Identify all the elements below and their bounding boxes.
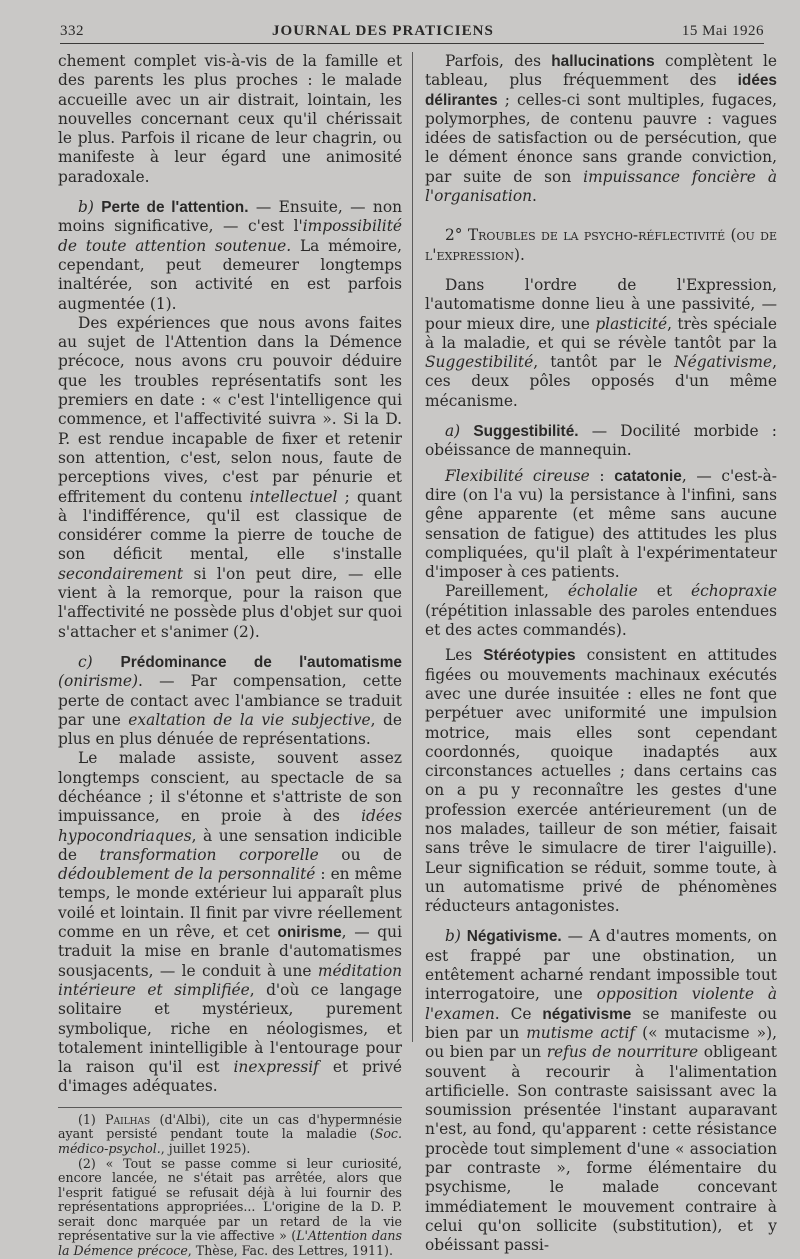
right-column (425, 52, 777, 1256)
paragraph-flexibilite: Flexibilité cireuse : catatonie, — c'est-à-dire (on l'a vu) la persistance à l'infini, sans gêne apparente (et même sans aucune sensation de fatigue) des attitudes les plus compliquées, qu'il plaît à l'expérimentateur d'imposer à ces patients. (425, 466, 777, 582)
footnote-1: (1) Pailhas (d'Albi), cite un cas d'hypermnésie ayant persisté pendant toute la maladie (Soc. médico-psychol., juillet 1925). (58, 1111, 402, 1156)
section-b-negativisme: b) Négativisme. — A d'autres moments, on est frappé par une obstination, un entêtement acharné rendant impossible tout interrogatoire, une opposition violente à l'examen. Ce négativisme se manifeste ou bien par un mutisme actif (« mutacisme »), ou bien par un refus de nourriture obligeant souvent à recourir à l'alimentation artificielle. Son contraste saisissant avec la soumission présentée l'instant auparavant n'est, au fond, qu'apparent : cette résistance procède tout simplement d'une « association par contraste », forme élémentaire du psychisme, le malade concevant immédiatement le mouvement contraire à celui qu'on sollicite (substitution), et y obéissant passi- (425, 927, 777, 1255)
journal-title: JOURNAL DES PRATICIENS (272, 23, 494, 39)
paragraph-malade-assiste: Le malade assiste, souvent assez longtemps conscient, au spectacle de sa déchéance ; il s'étonne et s'attriste de son impuissance, en proie à des idées hypocondriaques, à une sensation indicible de transformation corporelle ou de dédoublement de la personnalité : en même temps, le monde extérieur lui apparaît plus voilé et lointain. Il finit par vivre réellement comme en un rêve, et cet onirisme, — qui traduit la mise en branle d'automatismes sousjacents, — le conduit à une méditation intérieure et simplifiée, d'où ce langage solitaire et mystérieux, purement symbolique, riche en néologismes, et totalement inintelligible à l'entourage pour la raison qu'il est inexpressif et privé d'images adéquates. (58, 749, 403, 1096)
section-b-title: Perte de l'attention. (101, 199, 249, 217)
left-column (58, 52, 402, 1259)
section-a-title: Suggestibilité. (473, 423, 579, 441)
section-c-title: Prédominance de l'automatisme (120, 653, 402, 671)
section-b-perte-attention: b) Perte de l'attention. — Ensuite, — non moins significative, — c'est l'impossibilité de toute attention soutenue. La mémoire, cependant, peut demeurer longtemps inaltérée, son activité en est parfois augmentée (1). (58, 198, 403, 313)
footnotes (58, 1107, 402, 1259)
issue-date: 15 Mai 1926 (681, 23, 764, 39)
paragraph-stereotypies: Les Stéréotypies consistent en attitudes figées ou mouvements machinaux exécutés avec une durée insuitée : elles ne font que perpétuer avec uniformité une impulsion motrice, mais elles sont cependant coordonnés, quoique inadaptés aux circonstances actuelles ; dans certains cas on a pu y reconnaître les gestes d'une profession exercée antérieurement (un de nos malades, tailleur de son métier, faisait sans trêve le simulacre de tirer l'aiguille). Leur signification se réduit, somme toute, à un automatisme privé de phénomènes réducteurs antagonistes. (425, 646, 777, 916)
section-a-suggestibilite: a) Suggestibilité. — Docilité morbide : obéissance de mannequin. (425, 422, 777, 460)
section-2-heading: 2° Troubles de la psycho-réflectivité (ou de l'expression). (425, 226, 777, 264)
paragraph-expression: Dans l'ordre de l'Expression, l'automatisme donne lieu à une passivité, — pour mieux dire, une plasticité, très spéciale à la maladie, et qui se révèle tantôt par la Suggestibilité, tantôt par le Négativisme, ces deux pôles opposés d'un même mécanisme. (425, 275, 777, 410)
running-header (60, 18, 764, 44)
section-b2-title: Négativisme. (466, 928, 562, 946)
paragraph-echolalie: Pareillement, écholalie et échopraxie (répétition inlassable des paroles entendues et des actes commandés). (425, 582, 778, 640)
paragraph-family-detachment: chement complet vis-à-vis de la famille et des parents les plus proches : le malade accueille avec un air distrait, lointain, les nouvelles concernant ceux qu'il chérissait le plus. Parfois il ricane de leur chagrin, ou manifeste à leur égard une animosité paradoxale. (58, 52, 402, 186)
column-divider (412, 52, 413, 1042)
paragraph-experiences: Des expériences que nous avons faites au sujet de l'Attention dans la Démence précoce, nous avons cru pouvoir déduire que les troubles représentatifs sont les premiers en date : « c'est l'intelligence qui commence, et l'affectivité suivra ». Si la D. P. est rendue incapable de fixer et retenir son attention, c'est, selon nous, faute de perceptions vives, c'est par pénurie et effritement du contenu intellectuel ; quant à l'indifférence, qu'il est classique de considérer comme la pierre de touche de son déficit mental, elle s'installe secondairement si l'on peut dire, — elle vient à la remorque, pour la raison que l'affectivité ne possède plus d'objet sur quoi s'attacher et s'animer (2). (58, 313, 402, 641)
paragraph-hallucinations: Parfois, des hallucinations complètent le tableau, plus fréquemment des idées délirantes ; celles-ci sont multiples, fugaces, polymorphes, de contenu pauvre : vagues idées de satisfaction ou de persécution, que le dément énonce sans grande conviction, par suite de son impuissance foncière à l'organisation. (425, 52, 777, 206)
section-c-automatisme: c) Prédominance de l'automatisme (onirisme). — Par compensation, cette perte de contact avec l'ambiance se traduit par une exaltation de la vie subjective, de plus en plus dénuée de représentations. (58, 652, 402, 749)
footnote-2: (2) « Tout se passe comme si leur curiosité, encore lancée, ne s'était pas arrêtée, alors que l'esprit fatigué se refusait déjà à lui fournir des représentations appropriées... L'origine de la D. P. serait donc marquée par un retard de la vie représentative sur la vie affective » (L'Attention dans la Démence précoce, Thèse, Fac. des Lettres, 1911). (58, 1155, 402, 1259)
page-number: 332 (60, 23, 84, 39)
